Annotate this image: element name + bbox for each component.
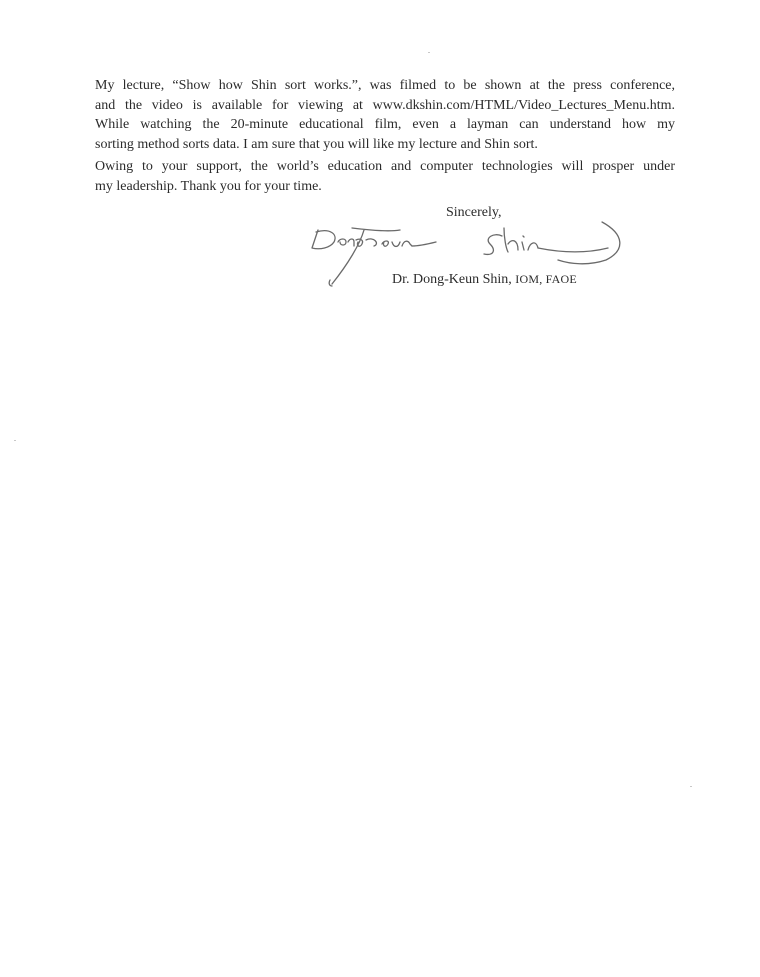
paragraph-line: my leadership. Thank you for your time. (95, 178, 322, 194)
paragraph-line: While watching the 20-minute educational film, even a layman can understand how my (95, 117, 675, 132)
lecture-paragraph (95, 76, 675, 154)
paragraph-line: Owing to your support, the world’s education and computer technologies will prosper under (95, 159, 675, 174)
paragraph-line: sorting method sorts data. I am sure that you will like my lecture and Shin sort. (95, 136, 538, 152)
closing-salutation: Sincerely, (446, 205, 502, 220)
signer-credentials: IOM, FAOE (515, 272, 577, 286)
scan-speck (14, 440, 16, 441)
support-paragraph (95, 157, 675, 196)
paragraph-line: and the video is available for viewing at www.dkshin.com/HTML/Video_Lectures_Menu.htm. (95, 97, 675, 113)
signer-name: Dr. Dong-Keun Shin, (392, 272, 512, 287)
scan-speck (690, 786, 692, 787)
scan-speck (428, 52, 430, 53)
signer-name-line (392, 272, 577, 288)
paragraph-line: My lecture, “Show how Shin sort works.”, was filmed to be shown at the press conference, (95, 78, 675, 93)
